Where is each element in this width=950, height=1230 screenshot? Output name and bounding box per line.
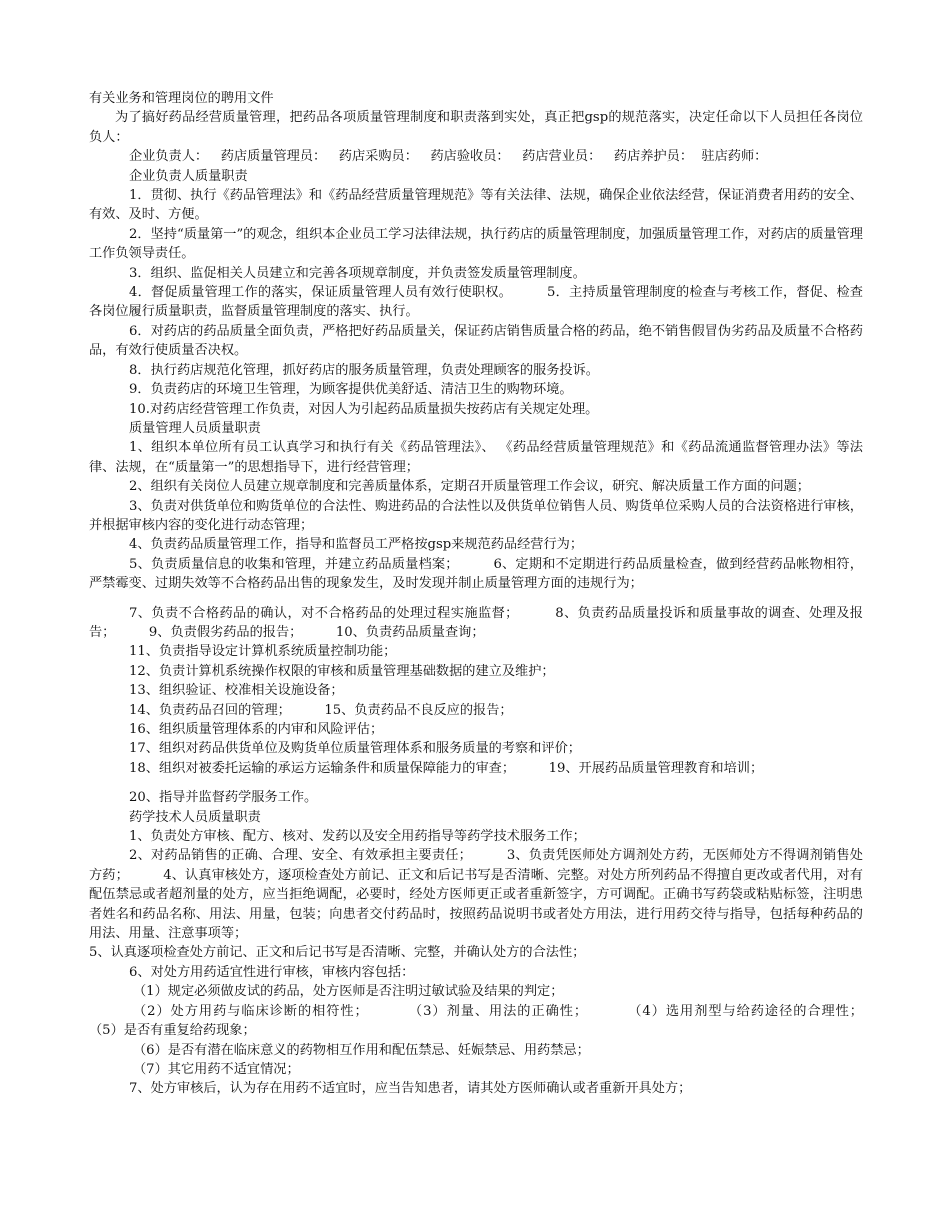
quality-duty-12: 12、负责计算机系统操作权限的审核和质量管理基础数据的建立及维护；: [129, 663, 555, 679]
quality-duty-16: 16、组织质量管理体系的内审和风险评估；: [129, 722, 384, 737]
enterprise-duty-9: 9．负责药店的环境卫生管理，为顾客提供优美舒适、清洁卫生的购物环境。: [129, 382, 573, 398]
enterprise-duty-4-5: 4．督促质量管理工作的落实，保证质量管理人员有效行使职权。 5．主持质量管理制度的检查与考核工作，督促、检查各岗位履行质量职责，监督质量管理制度的落实、执行。: [89, 285, 863, 320]
quality-duty-3: 3、负责对供货单位和购货单位的合法性、购进药品的合法性以及供货单位销售人员、购货单位采购人员的合法资格进行审核，并根据审核内容的变化进行动态管理；: [89, 498, 863, 533]
section-title-pharmacist: 药学技术人员质量职责: [129, 809, 261, 825]
quality-duty-13: 13、组织验证、校准相关设施设备；: [129, 683, 344, 699]
enterprise-duty-1: 1．贯彻、执行《药品管理法》和《药品经营质量管理规范》等有关法律、法规，确保企业依法经营，保证消费者用药的安全、有效、及时、方便。: [89, 188, 863, 223]
quality-duty-2: 2、组织有关岗位人员建立规章制度和完善质量体系，定期召开质量管理工作会议，研究、解决质量工作方面的问题；: [129, 479, 810, 495]
spacer: [89, 778, 863, 788]
pharmacist-duty-7: 7、处方审核后，认为存在用药不适宜时，应当告知患者，请其处方医师确认或者重新开具处方；: [129, 1081, 692, 1097]
quality-duty-4: 4、负责药品质量管理工作，指导和监督员工严格按gsp来规范药品经营行为；: [129, 537, 584, 553]
quality-duty-7-10: 7、负责不合格药品的确认，对不合格药品的处理过程实施监督； 8、负责药品质量投诉和质量事故的调查、处理及报告； 9、负责假劣药品的报告； 10、负责药品质量查询；: [89, 605, 863, 640]
pharmacist-duty-6: 6、对处方用药适宜性进行审核，审核内容包括：: [129, 964, 415, 980]
quality-duty-14-15: 14、负责药品召回的管理； 15、负责药品不良反应的报告；: [129, 702, 513, 718]
pharmacist-duty-5: 5、认真逐项检查处方前记、正文和后记书写是否清晰、完整，并确认处方的合法性；: [89, 945, 586, 961]
quality-duty-20: 20、指导并监督药学服务工作。: [129, 790, 318, 806]
pharmacist-duty-6-item-7: （7）其它用药不适宜情况；: [133, 1061, 300, 1077]
document-page: [89, 89, 897, 1099]
enterprise-duty-2: 2．坚持“质量第一”的观念，组织本企业员工学习法律法规，执行药店的质量管理制度，加强质量管理工作，对药店的质量管理工作负领导责任。: [89, 226, 863, 262]
pharmacist-duty-6-item-6: （6）是否有潜在临床意义的药物相互作用和配伍禁忌、妊娠禁忌、用药禁忌；: [133, 1042, 590, 1058]
pharmacist-duty-6-item-1: （1）规定必须做皮试的药品，处方医师是否注明过敏试验及结果的判定；: [133, 984, 564, 1000]
section-title-enterprise: 企业负责人质量职责: [129, 168, 248, 184]
quality-duty-18-19: 18、组织对被委托运输的承运方运输条件和质量保障能力的审查； 19、开展药品质量管理教育和培训；: [129, 760, 764, 776]
enterprise-duty-10: 10.对药店经营管理工作负责，对因人为引起药品质量损失按药店有关规定处理。: [129, 401, 599, 417]
pharmacist-duty-1: 1、负责处方审核、配方、核对、发药以及安全用药指导等药学技术服务工作；: [129, 829, 586, 845]
enterprise-duty-3: 3．组织、监促相关人员建立和完善各项规章制度，并负责签发质量管理制度。: [129, 265, 586, 281]
intro-paragraph: 为了搞好药品经营质量管理，把药品各项质量管理制度和职责落到实处，真正把gsp的规范落实，决定任命以下人员担任各岗位负人：: [89, 110, 863, 145]
quality-duty-5-6: 5、负责质量信息的收集和管理，并建立药品质量档案； 6、定期和不定期进行药品质量检查，做到经营药品帐物相符，严禁霉变、过期失效等不合格药品出售的现象发生，及时发现并制止质量管理方面的违规行为；: [89, 556, 863, 592]
quality-duty-1: 1、组织本单位所有员工认真学习和执行有关《药品管理法》、 《药品经营质量管理规范》和《药品流通监督管理办法》等法律、法规，在“质量第一”的思想指导下，进行经营管理；: [89, 440, 863, 475]
pharmacist-duty-2-4: 2、对药品销售的正确、合理、安全、有效承担主要责任； 3、负责凭医师处方调剂处方药，无医师处方不得调剂销售处方药； 4、认真审核处方，逐项检查处方前记、正文和后记书写是否清晰、完整。对处方所列药品不得擅自更改或者代用，对有配伍禁忌或者超剂量的处方，应当拒绝调配，必要时，经处方医师更正或者重新签字，方可调配。正确书写药袋或粘贴标签，注明患者姓名和药品名称、用法、用量，包装；向患者交付药品时，按照药品说明书或者处方用法，进行用药交待与指导，包括每种药品的用法、用量、注意事项等；: [89, 848, 863, 942]
doc-title: 有关业务和管理岗位的聘用文件: [89, 91, 274, 106]
positions-line: 企业负责人： 药店质量管理员： 药店采购员： 药店验收员： 药店营业员： 药店养护员： 驻店药师：: [129, 149, 768, 165]
spacer: [89, 594, 863, 604]
quality-duty-11: 11、负责指导设定计算机系统质量控制功能；: [129, 644, 397, 660]
enterprise-duty-8: 8．执行药店规范化管理，抓好药店的服务质量管理，负责处理顾客的服务投诉。: [129, 362, 599, 378]
quality-duty-17: 17、组织对药品供货单位及购货单位质量管理体系和服务质量的考察和评价；: [129, 741, 581, 757]
pharmacist-duty-6-items-2-5: （2）处方用药与临床诊断的相符性； （3）剂量、用法的正确性； （4）选用剂型与给药途径的合理性； （5）是否有重复给药现象；: [89, 1003, 897, 1039]
section-title-quality: 质量管理人员质量职责: [129, 420, 261, 436]
enterprise-duty-6: 6．对药店的药品质量全面负责，严格把好药品质量关，保证药店销售质量合格的药品，绝不销售假冒伪劣药品及质量不合格药品，有效行使质量否决权。: [89, 323, 863, 359]
